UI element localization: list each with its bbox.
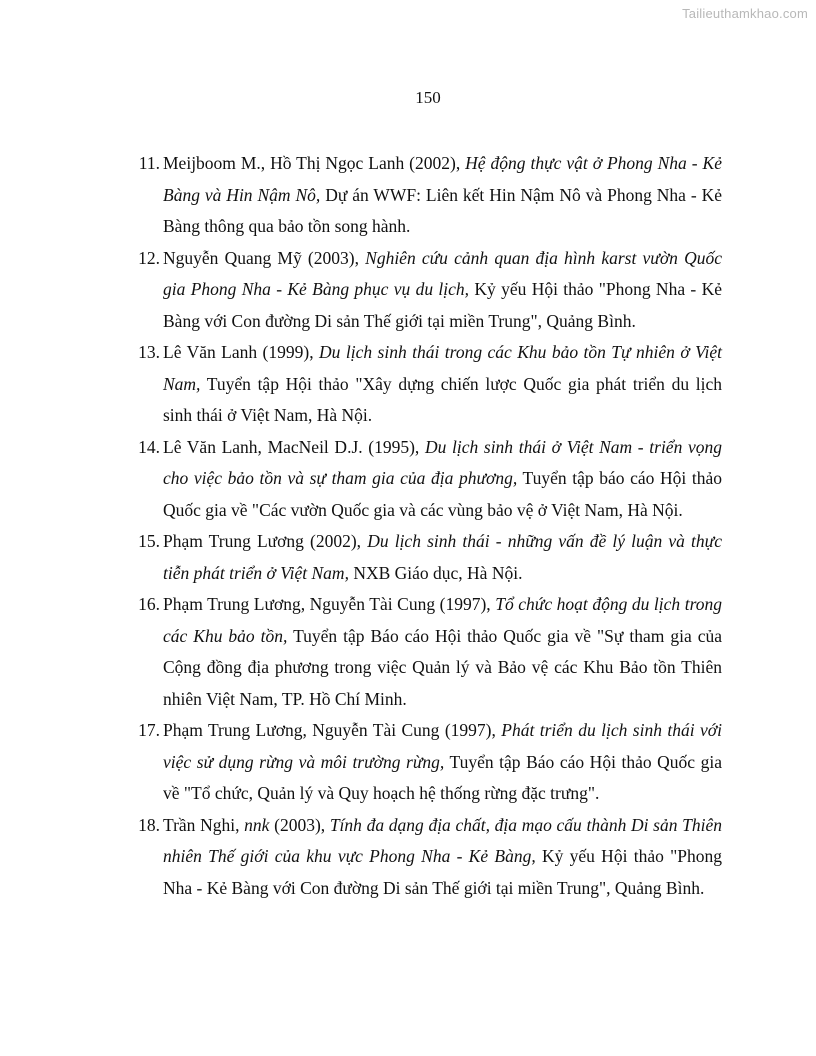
reference-number: 14.: [138, 436, 160, 457]
reference-title: Du lịch sinh thái - những vấn đề lý luận và thực tiễn phát triển ở Việt Nam,: [163, 531, 722, 583]
reference-item: [124, 243, 722, 338]
watermark: Tailieuthamkhao.com: [682, 6, 808, 21]
reference-text: [163, 437, 722, 520]
reference-title: Nghiên cứu cảnh quan địa hình karst vườn Quốc gia Phong Nha - Kẻ Bàng phục vụ du lịch,: [163, 247, 723, 299]
reference-authors: Meijboom M., Hồ Thị Ngọc Lanh (2002),: [163, 153, 466, 173]
reference-authors: Trần Nghi,: [163, 814, 245, 835]
reference-text: [163, 594, 722, 709]
reference-authors: Phạm Trung Lương, Nguyễn Tài Cung (1997),: [163, 594, 496, 614]
reference-item: [124, 589, 722, 715]
reference-text: [163, 815, 722, 898]
reference-title: Tính đa dạng địa chất, địa mạo cấu thành Di sản Thiên nhiên Thế giới của khu vực Phong Nha - Kẻ Bàng,: [163, 814, 723, 866]
reference-text: [163, 248, 722, 331]
reference-number: 12.: [138, 247, 160, 268]
reference-title: Du lịch sinh thái trong các Khu bảo tồn Tự nhiên ở Việt Nam,: [163, 342, 722, 394]
reference-title: Phát triển du lịch sinh thái với việc sử dụng rừng và môi trường rừng,: [163, 720, 722, 772]
reference-number: 17.: [138, 720, 160, 740]
reference-source: Tuyển tập Hội thảo "Xây dựng chiến lược Quốc gia phát triển du lịch sinh thái ở Việt Nam, Hà Nội.: [163, 373, 722, 425]
reference-item: [124, 337, 722, 432]
reference-item: [124, 432, 722, 527]
reference-number: 16.: [138, 594, 160, 614]
reference-item: [124, 715, 722, 810]
page-number: 150: [415, 88, 441, 107]
reference-source: Kỷ yếu Hội thảo "Phong Nha - Kẻ Bàng với Con đường Di sản Thế giới tại miền Trung", Quảng Bình.: [163, 846, 722, 898]
reference-title: Tổ chức hoạt động du lịch trong các Khu bảo tồn,: [163, 594, 722, 646]
reference-source: Kỷ yếu Hội thảo "Phong Nha - Kẻ Bàng với Con đường Di sản Thế giới tại miền Trung", Quảng Bình.: [163, 279, 722, 331]
reference-item: [124, 526, 722, 589]
reference-authors: Phạm Trung Lương (2002),: [163, 531, 368, 551]
reference-source: NXB Giáo dục, Hà Nội.: [348, 562, 523, 583]
reference-authors-italic: nnk: [244, 814, 270, 835]
reference-item: [124, 810, 722, 905]
reference-text: [163, 342, 722, 425]
reference-source: Tuyển tập Báo cáo Hội thảo Quốc gia về "Sự tham gia của Cộng đồng địa phương trong việc Quản lý và Bảo vệ các Khu Bảo tồn Thiên nhiên Việt Nam, TP. Hồ Chí Minh.: [163, 625, 723, 709]
reference-number: 18.: [138, 814, 160, 835]
reference-text: [163, 531, 722, 583]
reference-title: Hệ động thực vật ở Phong Nha - Kẻ Bàng và Hin Nậm Nô,: [163, 153, 722, 205]
reference-text: [163, 153, 722, 236]
reference-number: 11.: [138, 153, 160, 173]
reference-authors: Lê Văn Lanh (1999),: [163, 342, 320, 362]
reference-authors: Nguyễn Quang Mỹ (2003),: [163, 247, 366, 268]
reference-number: 15.: [138, 531, 160, 551]
reference-source: Tuyển tập Báo cáo Hội thảo Quốc gia về "Tổ chức, Quản lý và Quy hoạch hệ thống rừng đặc trưng".: [163, 751, 722, 803]
reference-text: [163, 720, 722, 803]
reference-list: [124, 148, 722, 904]
reference-source: Dự án WWF: Liên kết Hin Nậm Nô và Phong Nha - Kẻ Bàng thông qua bảo tồn song hành.: [163, 184, 722, 236]
reference-authors: Lê Văn Lanh, MacNeil D.J. (1995),: [163, 436, 425, 457]
reference-item: [124, 148, 722, 243]
reference-authors: Phạm Trung Lương, Nguyễn Tài Cung (1997),: [163, 720, 502, 740]
reference-year: (2003),: [269, 814, 330, 835]
reference-title: Du lịch sinh thái ở Việt Nam - triển vọng cho việc bảo tồn và sự tham gia của địa phương,: [163, 436, 722, 488]
reference-number: 13.: [138, 342, 160, 362]
reference-source: Tuyển tập báo cáo Hội thảo Quốc gia về "Các vườn Quốc gia và các vùng bảo vệ ở Việt Nam, Hà Nội.: [163, 468, 723, 520]
